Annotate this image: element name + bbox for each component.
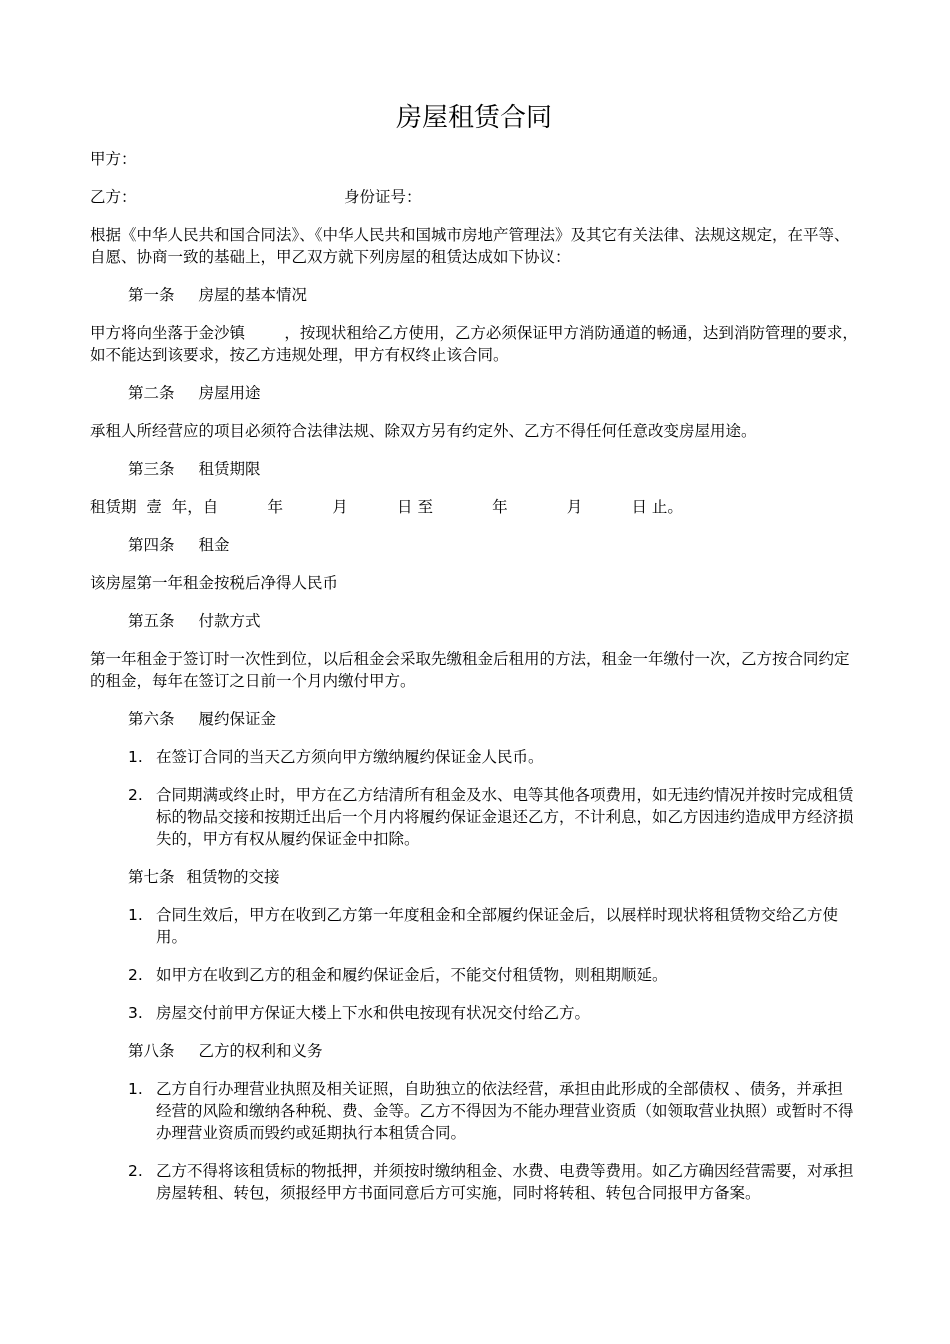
article-7-heading [128,866,858,888]
article-4-heading [128,534,858,556]
article-3-text [90,496,858,518]
party-a-line: 甲方： [90,150,137,168]
article-title: 履约保证金 [198,710,277,728]
article-4-text: 该房屋第一年租金按税后净得人民币 [90,574,339,592]
article-number: 第八条 [128,1042,175,1060]
list-item-number: 1. [128,906,143,924]
article-number: 第五条 [128,612,175,630]
list-item-text: 乙方不得将该租赁标的物抵押，并须按时缴纳租金、水费、电费等费用。如乙方确因经营需要，对承担房屋转租、转包，须报经甲方书面同意后方可实施，同时将转租、转包合同报甲方备案。 [156,1162,854,1202]
id-number-label: 身份证号： [344,188,422,206]
page-title: 房屋租赁合同 [395,103,552,133]
list-item-text: 房屋交付前甲方保证大楼上下水和供电按现有状况交付给乙方。 [156,1004,591,1022]
article-1-heading [128,284,858,306]
list-item [90,1002,858,1024]
article-5-text: 第一年租金于签订时一次性到位，以后租金会采取先缴租金后租用的方法，租金一年缴付一次，乙方按合同约定的租金，每年在签订之日前一个月内缴付甲方。 [90,650,850,690]
list-item-text: 乙方自行办理营业执照及相关证照，自助独立的依法经营，承担由此形成的全部债权 、债务，并承担经营的风险和缴纳各种税、费、金等。乙方不得因为不能办理营业资质（如领取营业执照）或暂时不得办理营业资质而毁约或延期执行本租赁合同。 [156,1080,854,1142]
contract-page [90,100,858,1220]
article-7-list [90,904,858,1024]
list-item [90,746,858,768]
article-number: 第七条 [128,868,175,886]
article-title: 乙方的权利和义务 [198,1042,323,1060]
article-number: 第一条 [128,286,175,304]
article-text: 甲方将向坐落于金沙镇 ，按现状租给乙方使用，乙方必须保证甲方消防通道的畅通，达到消防管理的要求，如不能达到该要求，按乙方违规处理，甲方有权终止该合同。 [90,324,858,364]
article-title: 付款方式 [198,612,261,630]
list-item-text: 如甲方在收到乙方的租金和履约保证金后，不能交付租赁物，则租期顺延。 [156,966,668,984]
article-number: 第四条 [128,536,175,554]
article-number: 第二条 [128,384,175,402]
article-title: 租金 [198,536,230,554]
list-item-number: 3. [128,1004,143,1022]
article-number: 第六条 [128,710,175,728]
party-b-line [90,186,858,208]
article-number: 第三条 [128,460,175,478]
article-6-list [90,746,858,850]
article-title: 租赁物的交接 [186,868,280,886]
list-item-number: 2. [128,786,143,804]
article-8-list [90,1078,858,1204]
article-title: 租赁期限 [198,460,261,478]
list-item-text: 在签订合同的当天乙方须向甲方缴纳履约保证金人民币。 [156,748,544,766]
list-item-text: 合同生效后，甲方在收到乙方第一年度租金和全部履约保证金后，以展样时现状将租赁物交给乙方使用。 [156,906,839,946]
article-2-heading [128,382,858,404]
list-item-number: 1. [128,748,143,766]
list-item [90,784,858,850]
article-2-text: 承租人所经营应的项目必须符合法律法规、除双方另有约定外、乙方不得任何任意改变房屋用途。 [90,422,757,440]
article-1-text [90,322,858,366]
list-item [90,1160,858,1204]
article-text: 租赁期 壹 年，自 年 月 日 至 年 月 日 止。 [90,498,683,516]
article-8-heading [128,1040,858,1062]
list-item-number: 2. [128,1162,143,1180]
list-item-number: 2. [128,966,143,984]
article-6-heading [128,708,858,730]
list-item [90,964,858,986]
article-title: 房屋的基本情况 [198,286,308,304]
article-3-heading [128,458,858,480]
list-item [90,1078,858,1144]
party-b-label: 乙方： [90,188,137,206]
intro-paragraph: 根据《中华人民共和国合同法》、《中华人民共和国城市房地产管理法》及其它有关法律、法规这规定，在平等、自愿、协商一致的基础上，甲乙双方就下列房屋的租赁达成如下协议： [90,226,850,266]
list-item [90,904,858,948]
list-item-text: 合同期满或终止时，甲方在乙方结清所有租金及水、电等其他各项费用，如无违约情况并按时完成租赁标的物品交接和按期迁出后一个月内将履约保证金退还乙方，不计利息，如乙方因违约造成甲方经济损失的，甲方有权从履约保证金中扣除。 [156,786,854,848]
article-title: 房屋用途 [198,384,261,402]
article-5-heading [128,610,858,632]
list-item-number: 1. [128,1080,143,1098]
